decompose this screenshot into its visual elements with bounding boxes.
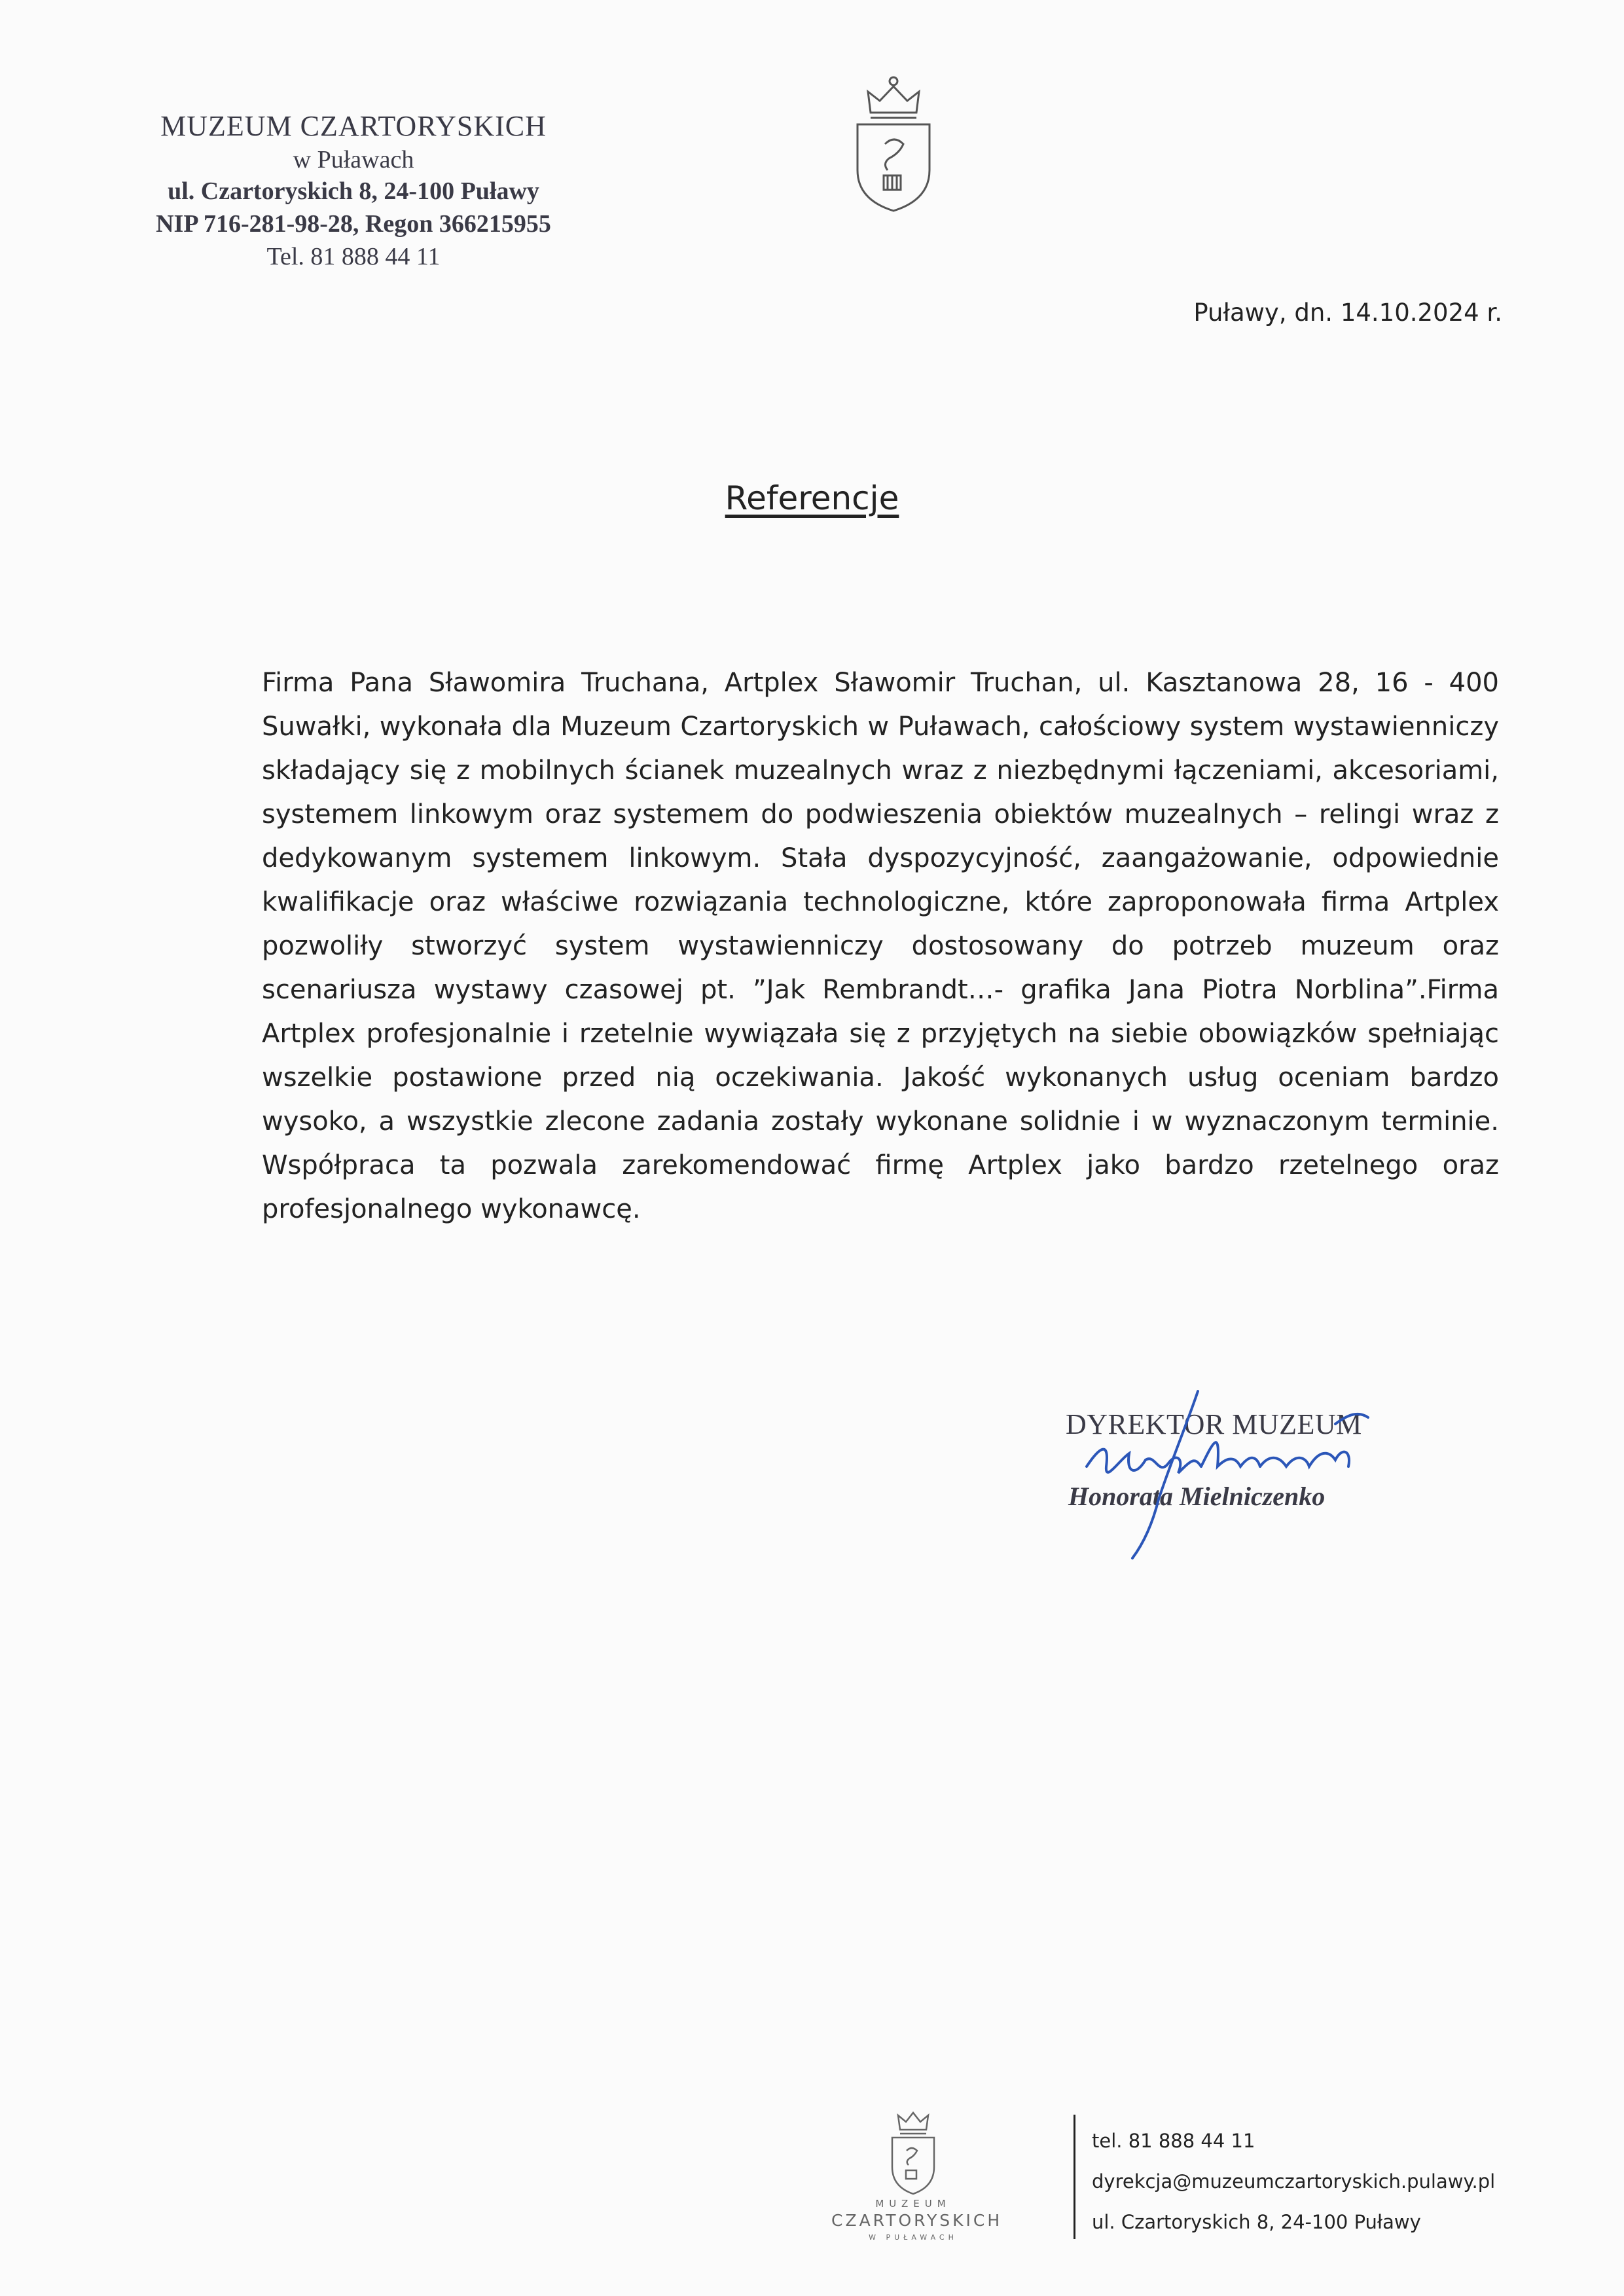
footer-logo-top: MUZEUM bbox=[875, 2198, 951, 2210]
crest-icon bbox=[831, 2105, 995, 2196]
footer-phone: tel. 81 888 44 11 bbox=[1092, 2130, 1255, 2152]
museum-address: ul. Czartoryskich 8, 24-100 Puławy bbox=[168, 177, 539, 205]
museum-city: w Puławach bbox=[293, 146, 414, 173]
body-line: Artplex profesjonalnie i rzetelnie wywiązała się z przyjętych na siebie obowiązków spełniając bbox=[262, 1019, 1499, 1049]
footer-logo bbox=[831, 2105, 1003, 2242]
handwritten-signature-icon bbox=[1060, 1362, 1427, 1584]
signature-name: Honorata Mielniczenko bbox=[1068, 1482, 1326, 1511]
footer-email: dyrekcja@muzeumczartoryskich.pulawy.pl bbox=[1092, 2170, 1496, 2193]
letter-body bbox=[262, 661, 1499, 1231]
footer-divider bbox=[1074, 2115, 1075, 2239]
body-line: systemem linkowym oraz systemem do podwieszenia obiektów muzealnych – relingi wraz z bbox=[262, 799, 1499, 829]
body-line: scenariusza wystawy czasowej pt. ”Jak Rembrandt…- grafika Jana Piotra Norblina”.Firma bbox=[262, 975, 1499, 1005]
museum-name: MUZEUM CZARTORYSKICH bbox=[160, 110, 547, 142]
footer-logo-main: CZARTORYSKICH bbox=[831, 2211, 1003, 2230]
signature-role: DYREKTOR MUZEUM bbox=[1066, 1408, 1362, 1440]
footer-contact bbox=[1092, 2124, 1495, 2246]
body-line: wszelkie postawione przed nią oczekiwania. Jakość wykonanych usług oceniam bardzo bbox=[262, 1063, 1499, 1093]
body-line: wysoko, a wszystkie zlecone zadania zostały wykonane solidnie i w wyznaczonym terminie. bbox=[262, 1106, 1499, 1137]
letterhead-stamp bbox=[131, 108, 576, 273]
body-line: dedykowanym systemem linkowym. Stała dyspozycyjność, zaangażowanie, odpowiednie bbox=[262, 843, 1499, 873]
body-line: Suwałki, wykonała dla Muzeum Czartoryskich w Puławach, całościowy system wystawienniczy bbox=[262, 712, 1499, 742]
body-line: Współpraca ta pozwala zarekomendować firmę Artplex jako bardzo rzetelnego oraz bbox=[262, 1150, 1499, 1180]
body-line: składający się z mobilnych ścianek muzealnych wraz z niezbędnymi łączeniami, akcesoriami, bbox=[262, 756, 1499, 786]
body-line: kwalifikacje oraz właściwe rozwiązania technologiczne, które zaproponowała firma Artplex bbox=[262, 887, 1499, 917]
date-line: Puławy, dn. 14.10.2024 r. bbox=[1193, 299, 1502, 327]
footer-logo-bottom: W PUŁAWACH bbox=[869, 2233, 958, 2242]
crest-icon bbox=[844, 72, 943, 216]
body-line: pozwoliły stworzyć system wystawienniczy dostosowany do potrzeb muzeum oraz bbox=[262, 931, 1499, 961]
footer-address: ul. Czartoryskich 8, 24-100 Puławy bbox=[1092, 2211, 1421, 2233]
body-line: profesjonalnego wykonawcę. bbox=[262, 1194, 641, 1224]
museum-phone: Tel. 81 888 44 11 bbox=[266, 243, 441, 270]
signature-stamp bbox=[1060, 1401, 1427, 1571]
letter-title: Referencje bbox=[725, 479, 899, 517]
museum-ids: NIP 716-281-98-28, Regon 366215955 bbox=[156, 210, 551, 238]
body-line: Firma Pana Sławomira Truchana, Artplex Sławomir Truchan, ul. Kasztanowa 28, 16 - 400 bbox=[262, 668, 1499, 698]
